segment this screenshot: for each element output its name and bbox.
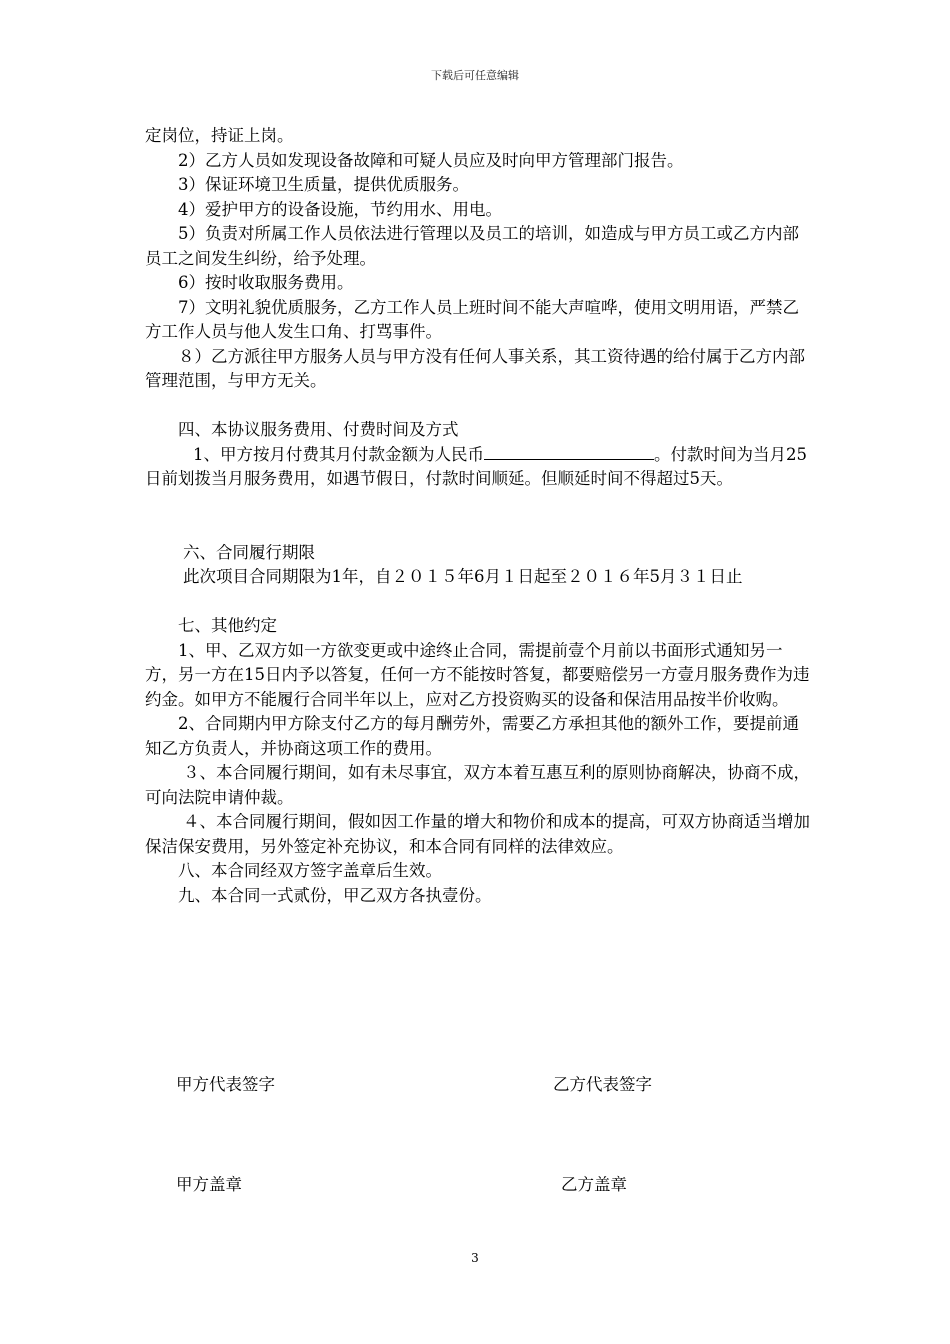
paragraph: 2、合同期内甲方除支付乙方的每月酬劳外，需要乙方承担其他的额外工作，要提前通知乙方负责人，并协商这项工作的费用。 [145, 714, 799, 758]
list-item: 6）按时收取服务费用。 [178, 273, 354, 292]
page-header: 下载后可任意编辑 [431, 69, 519, 82]
party-a-seal-label: 甲方盖章 [176, 1175, 242, 1194]
paragraph-text: 1、甲方按月付费其月付款金额为人民币 [193, 444, 484, 464]
paragraph: 此次项目合同期限为1年，自２０１５年6月１日起至２０１６年5月３１日止 [183, 567, 743, 586]
party-b-signature-label: 乙方代表签字 [553, 1075, 652, 1094]
section-heading: 四、本协议服务费用、付费时间及方式 [178, 420, 459, 439]
paragraph: 定岗位，持证上岗。 [145, 126, 294, 145]
paragraph: 1、甲、乙双方如一方欲变更或中途终止合同，需提前壹个月前以书面形式通知另一方，另一方在15日内予以答复，任何一方不能按时答复，都要赔偿另一方壹月服务费作为违约金。如甲方不能履行合同半年以上，应对乙方投资购买的设备和保洁用品按半价收购。 [145, 640, 810, 709]
section-heading: 八、本合同经双方签字盖章后生效。 [178, 861, 442, 880]
paragraph: ３、本合同履行期间，如有未尽事宜，双方本着互惠互利的原则协商解决，协商不成，可向法院申请仲裁。 [145, 763, 810, 807]
amount-blank-line [484, 443, 654, 460]
paragraph [145, 443, 810, 492]
list-item: 4）爱护甲方的设备设施，节约用水、用电。 [178, 199, 502, 219]
paragraph-text: 。付款时间为当月25日前划拨当月服务费用，如遇节假日，付款时间顺延。但顺延时间不得超过5天。 [145, 444, 807, 488]
list-item: 3）保证环境卫生质量，提供优质服务。 [178, 175, 469, 194]
section-heading: 七、其他约定 [178, 616, 277, 635]
paragraph: ４、本合同履行期间，假如因工作量的增大和物价和成本的提高，可双方协商适当增加保洁保安费用，另外签定补充协议，和本合同有同样的法律效应。 [145, 812, 810, 856]
party-b-seal-label: 乙方盖章 [561, 1175, 627, 1194]
list-item: 2）乙方人员如发现设备故障和可疑人员应及时向甲方管理部门报告。 [178, 150, 684, 170]
list-item: ８）乙方派往甲方服务人员与甲方没有任何人事关系，其工资待遇的给付属于乙方内部管理范围，与甲方无关。 [145, 346, 805, 390]
party-a-signature-label: 甲方代表签字 [176, 1075, 275, 1094]
page-number: 3 [471, 1251, 479, 1265]
list-item: 7）文明礼貌优质服务，乙方工作人员上班时间不能大声喧哗，使用文明用语，严禁乙方工作人员与他人发生口角、打骂事件。 [145, 297, 799, 341]
section-heading: 九、本合同一式贰份，甲乙双方各执壹份。 [178, 885, 492, 905]
section-heading: 六、合同履行期限 [183, 542, 315, 562]
document-body [145, 124, 810, 908]
list-item: 5）负责对所属工作人员依法进行管理以及员工的培训，如造成与甲方员工或乙方内部员工之间发生纠纷，给予处理。 [145, 224, 799, 268]
